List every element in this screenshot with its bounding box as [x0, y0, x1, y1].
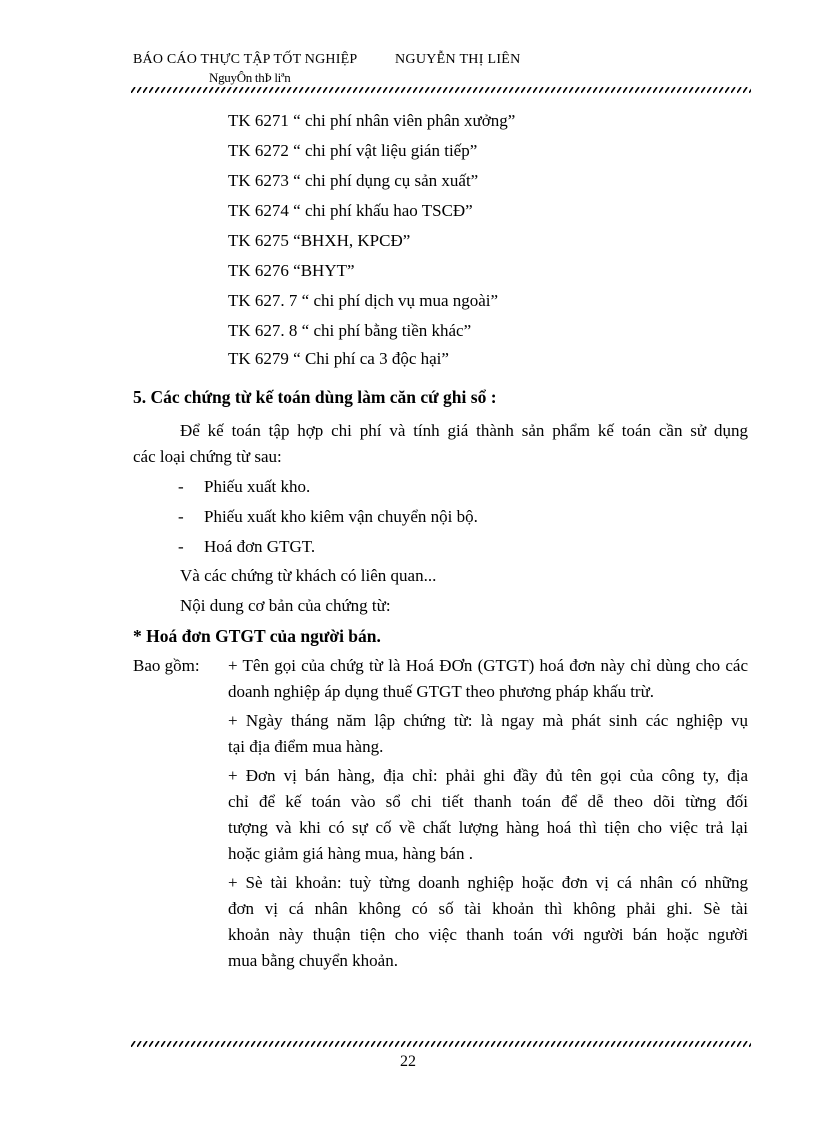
invoice-item-line: khoản này thuận tiện cho việc thanh toán với người bán hoặc người [228, 925, 748, 944]
invoice-item-line: + Sè tài khoản: tuỳ từng doanh nghiệp hoặc đơn vị cá nhân có những [228, 873, 748, 892]
list-item: Phiếu xuất kho kiêm vận chuyển nội bộ. [204, 507, 478, 526]
invoice-item-line: hoặc giảm giá hàng mua, hàng bán . [228, 844, 474, 863]
invoice-item-line: + Tên gọi của chứg từ là Hoá ĐƠn (GTGT) hoá đơn này chỉ dùng cho các [228, 656, 748, 675]
intro-paragraph-line: các loại chứng từ sau: [133, 447, 282, 466]
account-line: TK 6275 “BHXH, KPCĐ” [228, 231, 411, 250]
bullet-marker: - [178, 537, 184, 556]
invoice-item-line: + Ngày tháng năm lập chứng từ: là ngay mà phát sinh các nghiệp vụ [228, 711, 748, 730]
header-author-name: NGUYỄN THỊ LIÊN [395, 52, 521, 67]
invoice-item-line: doanh nghiệp áp dụng thuế GTGT theo phương pháp khấu trừ. [228, 682, 655, 701]
invoice-item-line: + Đơn vị bán hàng, địa chỉ: phải ghi đầy đủ tên gọi của công ty, địa [228, 766, 748, 785]
account-line: TK 6271 “ chi phí nhân viên phân xưởng” [228, 111, 516, 130]
intro-paragraph-line: Để kế toán tập hợp chi phí và tính giá thành sản phẩm kế toán cần sử dụng [180, 421, 748, 440]
bullet-marker: - [178, 477, 184, 496]
header-divider [131, 87, 751, 93]
invoice-heading: * Hoá đơn GTGT của người bán. [133, 626, 381, 646]
includes-label: Bao gồm: [133, 656, 200, 675]
list-item: Phiếu xuất kho. [204, 477, 311, 496]
invoice-item-line: chỉ để kế toán vào sổ chi tiết thanh toán để dễ theo dõi từng đối [228, 792, 748, 811]
account-line: TK 6272 “ chi phí vật liệu gián tiếp” [228, 141, 478, 160]
invoice-item-line: mua bằng chuyển khoản. [228, 951, 398, 970]
list-item: Hoá đơn GTGT. [204, 537, 316, 556]
account-line: TK 6276 “BHYT” [228, 261, 355, 280]
page-number: 22 [400, 1053, 416, 1070]
account-line: TK 6273 “ chi phí dụng cụ sản xuất” [228, 171, 479, 190]
account-line: TK 627. 7 “ chi phí dịch vụ mua ngoài” [228, 291, 499, 310]
header-report-title: BÁO CÁO THỰC TẬP TỐT NGHIỆP [133, 52, 358, 67]
invoice-item-line: tượng và khi có sự cố về chất lượng hàng hoá thì tiện cho việc trả lại [228, 818, 748, 837]
account-line: TK 6274 “ chi phí khấu hao TSCĐ” [228, 201, 473, 220]
invoice-item-line: đơn vị cá nhân không có số tài khoản thì không phải ghi. Sè tài [228, 899, 748, 918]
footer-divider [131, 1041, 751, 1047]
header-author-subline: NguyÔn thÞ liªn [209, 70, 291, 85]
invoice-item-line: tại địa điểm mua hàng. [228, 737, 384, 756]
account-line: TK 627. 8 “ chi phí bằng tiền khác” [228, 321, 472, 340]
bullet-marker: - [178, 507, 184, 526]
paragraph-line: Nội dung cơ bản của chứng từ: [180, 596, 391, 615]
account-line: TK 6279 “ Chi phí ca 3 độc hại” [228, 349, 449, 368]
section-heading: 5. Các chứng từ kế toán dùng làm căn cứ ghi sổ : [133, 387, 497, 407]
paragraph-line: Và các chứng từ khách có liên quan... [180, 566, 437, 585]
